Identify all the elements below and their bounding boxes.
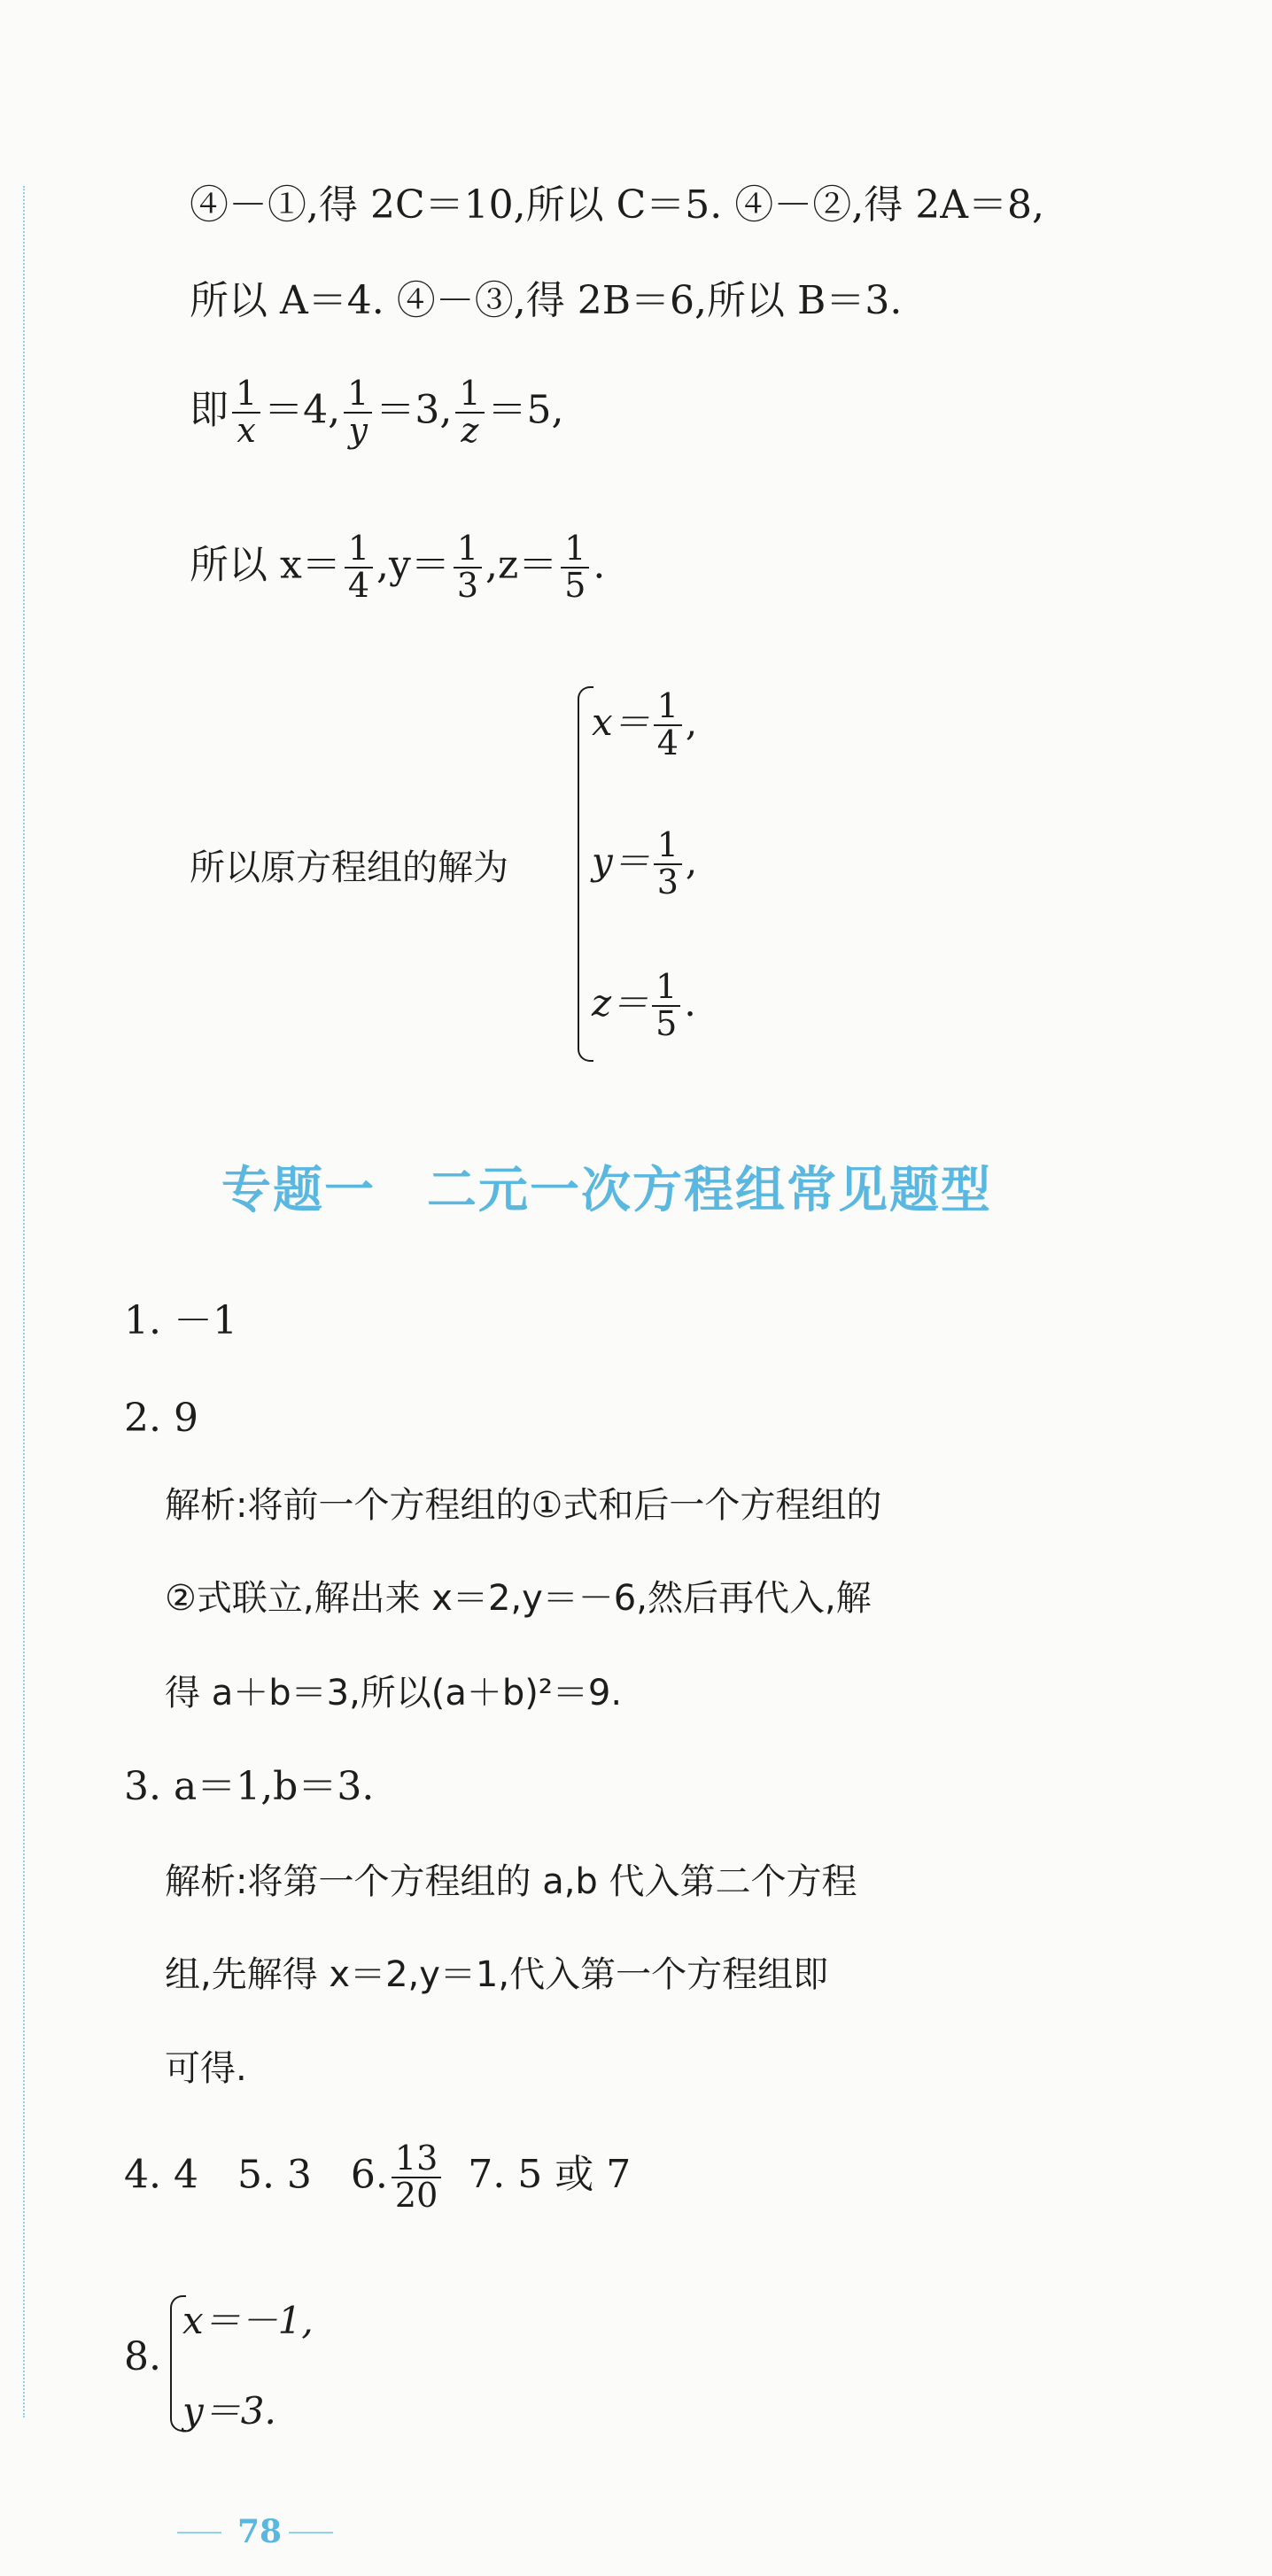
fraction-1-over-y: [344, 376, 372, 449]
line4-end: .: [593, 542, 606, 588]
frac-num: 1: [656, 686, 679, 725]
answer-2: 2. 9: [124, 1396, 198, 1441]
fraction-13-over-20: [392, 2141, 441, 2214]
system-row-x-end: ,: [685, 700, 698, 744]
fraction-1-over-x: [232, 376, 260, 449]
system-label: 所以原方程组的解为: [190, 847, 508, 888]
system-row-y-lhs: y＝: [592, 839, 650, 883]
section-title: 专题一 二元一次方程组常见题型: [221, 1162, 992, 1219]
frac-den: 5: [652, 1005, 680, 1042]
frac-num: 1: [347, 529, 369, 568]
text-line-1: ④－①,得 2C＝10,所以 C＝5. ④－②,得 2A＝8,: [190, 182, 1044, 228]
system-row-y-end: ,: [685, 839, 698, 883]
frac-den: 5: [561, 567, 589, 604]
answer-3-explanation-3: 可得.: [165, 2048, 247, 2089]
system-row-x: [592, 686, 698, 762]
frac-den: 4: [654, 724, 682, 762]
answer-8-label: 8.: [124, 2334, 161, 2379]
frac-num: 1: [655, 967, 678, 1006]
fraction-1-over-3: [654, 825, 682, 901]
fraction-1-over-4: [654, 686, 682, 762]
answer-1: 1. －1: [124, 1298, 237, 1343]
answers-4-to-7: [124, 2141, 631, 2214]
answer-2-explanation-2: ②式联立,解出来 x＝2,y＝－6,然后再代入,解: [165, 1578, 872, 1619]
answer-7: 7. 5 或 7: [468, 2152, 632, 2198]
eq-5: ＝5,: [487, 387, 564, 433]
frac-num: 1: [347, 374, 369, 413]
line4-mid1: ,y＝: [376, 542, 450, 588]
text-line-4: [190, 531, 605, 604]
frac-den: z: [455, 412, 484, 449]
frac-num: 1: [656, 825, 679, 864]
system-row-z-end: .: [684, 980, 696, 1025]
frac-den: x: [232, 412, 260, 449]
answer-2-explanation-1: 解析:将前一个方程组的①式和后一个方程组的: [165, 1485, 882, 1526]
answer-3-explanation-1: 解析:将第一个方程组的 a,b 代入第二个方程: [165, 1861, 857, 1902]
frac-den: y: [344, 412, 372, 449]
page-number: 78: [237, 2513, 283, 2550]
fraction-1-over-4: [345, 531, 373, 604]
system-row-x-lhs: x＝: [592, 700, 650, 744]
footer-dash-left: [177, 2532, 221, 2533]
system-row-y: [592, 825, 698, 901]
answer-8-row-1: x＝－1,: [182, 2299, 314, 2342]
frac-den: 3: [454, 567, 482, 604]
frac-den: 20: [392, 2177, 441, 2214]
line3-prefix: 即: [190, 387, 229, 433]
fraction-1-over-3: [454, 531, 482, 604]
system-row-z: [592, 967, 696, 1043]
eq-4: ＝4,: [264, 387, 341, 433]
frac-num: 13: [394, 2139, 438, 2178]
frac-den: 3: [654, 863, 682, 901]
answer-2-explanation-3: 得 a＋b＝3,所以(a＋b)²＝9.: [165, 1673, 623, 1713]
fraction-1-over-z: [455, 376, 484, 449]
text-line-3: [190, 376, 564, 449]
answer-3: 3. a＝1,b＝3.: [124, 1764, 375, 1809]
line4-prefix: 所以 x＝: [190, 542, 341, 588]
frac-num: 1: [459, 374, 481, 413]
line4-mid2: ,z＝: [485, 542, 558, 588]
frac-den: 4: [345, 567, 373, 604]
frac-num: 1: [236, 374, 258, 413]
margin-dotted-line: [23, 186, 30, 2417]
eq-3: ＝3,: [376, 387, 453, 433]
text-line-2: 所以 A＝4. ④－③,得 2B＝6,所以 B＝3.: [190, 278, 903, 323]
answer-3-explanation-2: 组,先解得 x＝2,y＝1,代入第一个方程组即: [165, 1954, 829, 1995]
answers-4-5-6-label: 4. 4 5. 3 6.: [124, 2152, 388, 2198]
frac-num: 1: [564, 529, 586, 568]
fraction-1-over-5: [652, 967, 680, 1043]
footer-dash-right: [289, 2532, 333, 2533]
answer-8-row-2: y＝3.: [182, 2389, 276, 2433]
frac-num: 1: [456, 529, 479, 568]
fraction-1-over-5: [561, 531, 589, 604]
system-row-z-lhs: z＝: [592, 980, 649, 1025]
